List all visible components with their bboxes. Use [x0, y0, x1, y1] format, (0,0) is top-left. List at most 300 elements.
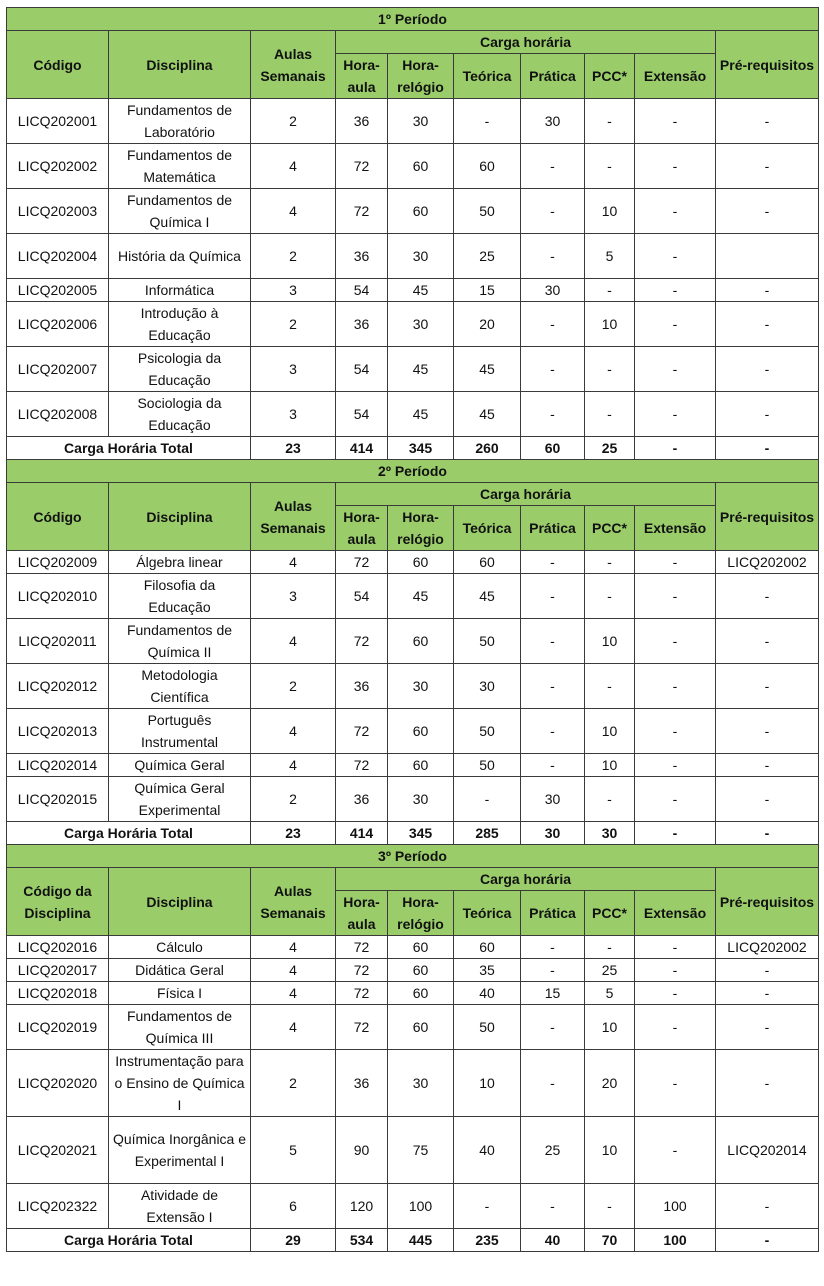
total-pcc: 70: [585, 1229, 635, 1252]
cell-pre-requisitos: [716, 234, 819, 279]
header-carga-horaria: Carga horária: [336, 868, 716, 891]
cell-extensao: -: [635, 302, 716, 347]
cell-extensao: -: [635, 234, 716, 279]
cell-extensao: -: [635, 936, 716, 959]
cell-hora-aula: 54: [336, 279, 388, 302]
period-title: 1º Período: [7, 8, 819, 31]
cell-pcc: 10: [585, 1117, 635, 1184]
table-row: [7, 99, 819, 144]
cell-hora-relogio: 75: [388, 1117, 454, 1184]
cell-hora-aula: 36: [336, 234, 388, 279]
cell-hora-relogio: 30: [388, 99, 454, 144]
cell-aulas-semanais: 4: [251, 936, 336, 959]
cell-pre-requisitos: -: [716, 982, 819, 1005]
header-pratica: Prática: [521, 506, 585, 551]
cell-hora-aula: 72: [336, 982, 388, 1005]
cell-pratica: -: [521, 144, 585, 189]
cell-aulas-semanais: 4: [251, 144, 336, 189]
cell-extensao: 100: [635, 1184, 716, 1229]
cell-extensao: -: [635, 144, 716, 189]
cell-hora-aula: 72: [336, 189, 388, 234]
cell-aulas-semanais: 3: [251, 574, 336, 619]
cell-pratica: 30: [521, 99, 585, 144]
cell-pratica: 30: [521, 279, 585, 302]
cell-hora-aula: 72: [336, 144, 388, 189]
cell-codigo: LICQ202006: [7, 302, 109, 347]
cell-disciplina: Fundamentos de Matemática: [109, 144, 251, 189]
period-title-row: [7, 845, 819, 868]
table-row: [7, 234, 819, 279]
cell-pre-requisitos: -: [716, 619, 819, 664]
cell-disciplina: Atividade de Extensão I: [109, 1184, 251, 1229]
cell-disciplina: Didática Geral: [109, 959, 251, 982]
cell-teorica: 20: [454, 302, 521, 347]
header-pcc: PCC*: [585, 506, 635, 551]
cell-hora-relogio: 100: [388, 1184, 454, 1229]
cell-hora-aula: 36: [336, 777, 388, 822]
cell-pre-requisitos: -: [716, 754, 819, 777]
table-row: [7, 936, 819, 959]
cell-pcc: 20: [585, 1050, 635, 1117]
cell-aulas-semanais: 2: [251, 302, 336, 347]
cell-pratica: -: [521, 754, 585, 777]
cell-teorica: 45: [454, 347, 521, 392]
cell-aulas-semanais: 3: [251, 279, 336, 302]
total-extensao: -: [635, 822, 716, 845]
cell-pre-requisitos: -: [716, 144, 819, 189]
cell-teorica: 60: [454, 551, 521, 574]
cell-teorica: 35: [454, 959, 521, 982]
cell-teorica: 30: [454, 664, 521, 709]
cell-disciplina: Instrumentação para o Ensino de Química I: [109, 1050, 251, 1117]
header-carga-horaria: Carga horária: [336, 483, 716, 506]
cell-extensao: -: [635, 664, 716, 709]
cell-extensao: -: [635, 189, 716, 234]
cell-hora-relogio: 60: [388, 959, 454, 982]
cell-extensao: -: [635, 99, 716, 144]
header-hora-relogio: Hora-relógio: [388, 891, 454, 936]
header-hora-relogio: Hora-relógio: [388, 54, 454, 99]
cell-hora-aula: 72: [336, 959, 388, 982]
cell-extensao: -: [635, 754, 716, 777]
table-row: [7, 392, 819, 437]
header-extensao: Extensão: [635, 506, 716, 551]
header-pre-requisitos: Pré-requisitos: [716, 868, 819, 936]
cell-codigo: LICQ202011: [7, 619, 109, 664]
cell-hora-relogio: 60: [388, 1005, 454, 1050]
cell-aulas-semanais: 4: [251, 619, 336, 664]
cell-aulas-semanais: 2: [251, 99, 336, 144]
total-pratica: 60: [521, 437, 585, 460]
table-row: [7, 551, 819, 574]
total-hora-relogio: 345: [388, 822, 454, 845]
cell-hora-relogio: 60: [388, 189, 454, 234]
cell-pratica: 25: [521, 1117, 585, 1184]
cell-pre-requisitos: -: [716, 99, 819, 144]
cell-pcc: 10: [585, 709, 635, 754]
header-pratica: Prática: [521, 891, 585, 936]
cell-aulas-semanais: 2: [251, 1050, 336, 1117]
cell-pratica: 30: [521, 777, 585, 822]
cell-pratica: -: [521, 1184, 585, 1229]
cell-disciplina: Português Instrumental: [109, 709, 251, 754]
cell-hora-relogio: 45: [388, 392, 454, 437]
table-row: [7, 777, 819, 822]
total-row: [7, 437, 819, 460]
cell-pratica: -: [521, 619, 585, 664]
table-row: [7, 144, 819, 189]
table-row: [7, 1050, 819, 1117]
total-hora-relogio: 445: [388, 1229, 454, 1252]
cell-extensao: -: [635, 619, 716, 664]
total-teorica: 235: [454, 1229, 521, 1252]
table-row: [7, 189, 819, 234]
cell-hora-relogio: 45: [388, 279, 454, 302]
cell-pratica: -: [521, 347, 585, 392]
cell-teorica: 50: [454, 1005, 521, 1050]
header-aulas-semanais: Aulas Semanais: [251, 31, 336, 99]
total-aulas: 23: [251, 437, 336, 460]
cell-aulas-semanais: 4: [251, 709, 336, 754]
cell-aulas-semanais: 6: [251, 1184, 336, 1229]
cell-extensao: -: [635, 1005, 716, 1050]
cell-pre-requisitos: -: [716, 347, 819, 392]
cell-disciplina: Fundamentos de Química I: [109, 189, 251, 234]
cell-hora-relogio: 60: [388, 551, 454, 574]
cell-extensao: -: [635, 347, 716, 392]
cell-codigo: LICQ202015: [7, 777, 109, 822]
header-carga-horaria: Carga horária: [336, 31, 716, 54]
cell-hora-aula: 72: [336, 1005, 388, 1050]
cell-pre-requisitos: -: [716, 664, 819, 709]
cell-codigo: LICQ202007: [7, 347, 109, 392]
cell-pcc: -: [585, 551, 635, 574]
cell-pre-requisitos: -: [716, 1005, 819, 1050]
cell-hora-aula: 36: [336, 664, 388, 709]
cell-aulas-semanais: 3: [251, 347, 336, 392]
header-teorica: Teórica: [454, 54, 521, 99]
total-extensao: 100: [635, 1229, 716, 1252]
cell-extensao: -: [635, 959, 716, 982]
cell-aulas-semanais: 4: [251, 959, 336, 982]
cell-pre-requisitos: -: [716, 709, 819, 754]
cell-codigo: LICQ202020: [7, 1050, 109, 1117]
cell-pcc: 25: [585, 959, 635, 982]
period-title-row: [7, 8, 819, 31]
cell-pcc: -: [585, 99, 635, 144]
cell-hora-relogio: 60: [388, 982, 454, 1005]
total-row: [7, 1229, 819, 1252]
cell-pratica: -: [521, 234, 585, 279]
cell-hora-relogio: 45: [388, 347, 454, 392]
cell-pratica: -: [521, 664, 585, 709]
cell-pre-requisitos: LICQ202014: [716, 1117, 819, 1184]
cell-disciplina: Informática: [109, 279, 251, 302]
header-pre-requisitos: Pré-requisitos: [716, 483, 819, 551]
table-row: [7, 959, 819, 982]
cell-codigo: LICQ202014: [7, 754, 109, 777]
cell-disciplina: Química Inorgânica e Experimental I: [109, 1117, 251, 1184]
cell-hora-aula: 90: [336, 1117, 388, 1184]
cell-extensao: -: [635, 1117, 716, 1184]
total-hora-aula: 414: [336, 437, 388, 460]
header-pcc: PCC*: [585, 54, 635, 99]
cell-disciplina: Química Geral: [109, 754, 251, 777]
header-hora-relogio: Hora-relógio: [388, 506, 454, 551]
cell-extensao: -: [635, 982, 716, 1005]
cell-disciplina: Psicologia da Educação: [109, 347, 251, 392]
cell-pcc: -: [585, 347, 635, 392]
total-extensao: -: [635, 437, 716, 460]
cell-teorica: 25: [454, 234, 521, 279]
cell-pre-requisitos: -: [716, 302, 819, 347]
cell-extensao: -: [635, 777, 716, 822]
cell-disciplina: Fundamentos de Laboratório: [109, 99, 251, 144]
header-teorica: Teórica: [454, 506, 521, 551]
cell-pre-requisitos: LICQ202002: [716, 936, 819, 959]
cell-hora-relogio: 30: [388, 234, 454, 279]
cell-pre-requisitos: -: [716, 392, 819, 437]
cell-pcc: 10: [585, 754, 635, 777]
cell-disciplina: Química Geral Experimental: [109, 777, 251, 822]
cell-hora-aula: 54: [336, 574, 388, 619]
table-row: [7, 1005, 819, 1050]
cell-teorica: -: [454, 99, 521, 144]
cell-teorica: 60: [454, 144, 521, 189]
cell-pre-requisitos: -: [716, 777, 819, 822]
header-hora-aula: Hora-aula: [336, 54, 388, 99]
cell-aulas-semanais: 4: [251, 1005, 336, 1050]
cell-codigo: LICQ202009: [7, 551, 109, 574]
cell-pratica: -: [521, 302, 585, 347]
column-header-row: [7, 31, 819, 54]
cell-teorica: 50: [454, 619, 521, 664]
table-row: [7, 1117, 819, 1184]
header-hora-aula: Hora-aula: [336, 891, 388, 936]
cell-codigo: LICQ202001: [7, 99, 109, 144]
cell-aulas-semanais: 2: [251, 777, 336, 822]
cell-pratica: -: [521, 936, 585, 959]
total-pre: -: [716, 822, 819, 845]
cell-aulas-semanais: 4: [251, 754, 336, 777]
cell-disciplina: Álgebra linear: [109, 551, 251, 574]
column-header-row: [7, 483, 819, 506]
cell-pcc: 5: [585, 982, 635, 1005]
cell-codigo: LICQ202018: [7, 982, 109, 1005]
cell-aulas-semanais: 5: [251, 1117, 336, 1184]
cell-teorica: 40: [454, 1117, 521, 1184]
cell-codigo: LICQ202021: [7, 1117, 109, 1184]
cell-extensao: -: [635, 574, 716, 619]
cell-extensao: -: [635, 551, 716, 574]
cell-codigo: LICQ202013: [7, 709, 109, 754]
header-codigo: Código: [7, 483, 109, 551]
cell-codigo: LICQ202008: [7, 392, 109, 437]
cell-aulas-semanais: 2: [251, 664, 336, 709]
cell-pcc: -: [585, 392, 635, 437]
table-row: [7, 574, 819, 619]
cell-pre-requisitos: -: [716, 1184, 819, 1229]
column-header-row: [7, 868, 819, 891]
header-hora-aula: Hora-aula: [336, 506, 388, 551]
table-row: [7, 709, 819, 754]
total-pcc: 30: [585, 822, 635, 845]
cell-teorica: 50: [454, 709, 521, 754]
cell-codigo: LICQ202002: [7, 144, 109, 189]
header-extensao: Extensão: [635, 891, 716, 936]
cell-disciplina: Introdução à Educação: [109, 302, 251, 347]
cell-pratica: -: [521, 709, 585, 754]
total-pratica: 40: [521, 1229, 585, 1252]
cell-codigo: LICQ202012: [7, 664, 109, 709]
table-row: [7, 302, 819, 347]
table-row: [7, 619, 819, 664]
table-row: [7, 754, 819, 777]
period-title: 3º Período: [7, 845, 819, 868]
header-disciplina: Disciplina: [109, 31, 251, 99]
cell-hora-relogio: 30: [388, 777, 454, 822]
cell-hora-relogio: 60: [388, 619, 454, 664]
cell-pcc: 10: [585, 302, 635, 347]
total-hora-aula: 534: [336, 1229, 388, 1252]
cell-hora-aula: 54: [336, 392, 388, 437]
total-aulas: 23: [251, 822, 336, 845]
cell-pratica: -: [521, 1050, 585, 1117]
cell-hora-relogio: 45: [388, 574, 454, 619]
table-row: [7, 664, 819, 709]
cell-teorica: 60: [454, 936, 521, 959]
cell-pre-requisitos: -: [716, 279, 819, 302]
cell-pcc: -: [585, 1184, 635, 1229]
cell-teorica: 50: [454, 754, 521, 777]
cell-pratica: -: [521, 392, 585, 437]
cell-disciplina: História da Química: [109, 234, 251, 279]
total-pratica: 30: [521, 822, 585, 845]
cell-hora-relogio: 30: [388, 302, 454, 347]
cell-disciplina: Sociologia da Educação: [109, 392, 251, 437]
cell-codigo: LICQ202003: [7, 189, 109, 234]
header-aulas-semanais: Aulas Semanais: [251, 868, 336, 936]
cell-pcc: -: [585, 664, 635, 709]
table-row: [7, 347, 819, 392]
total-hora-relogio: 345: [388, 437, 454, 460]
header-codigo: Código: [7, 31, 109, 99]
cell-teorica: 50: [454, 189, 521, 234]
header-extensao: Extensão: [635, 54, 716, 99]
total-row: [7, 822, 819, 845]
cell-pratica: -: [521, 551, 585, 574]
cell-codigo: LICQ202017: [7, 959, 109, 982]
cell-pre-requisitos: LICQ202002: [716, 551, 819, 574]
cell-disciplina: Metodologia Científica: [109, 664, 251, 709]
cell-hora-aula: 72: [336, 709, 388, 754]
cell-extensao: -: [635, 1050, 716, 1117]
cell-codigo: LICQ202010: [7, 574, 109, 619]
header-pcc: PCC*: [585, 891, 635, 936]
total-aulas: 29: [251, 1229, 336, 1252]
cell-pratica: -: [521, 959, 585, 982]
cell-aulas-semanais: 2: [251, 234, 336, 279]
cell-disciplina: Cálculo: [109, 936, 251, 959]
total-pcc: 25: [585, 437, 635, 460]
cell-aulas-semanais: 4: [251, 982, 336, 1005]
header-disciplina: Disciplina: [109, 483, 251, 551]
cell-pratica: -: [521, 1005, 585, 1050]
period-title-row: [7, 460, 819, 483]
cell-pcc: 10: [585, 189, 635, 234]
total-label: Carga Horária Total: [7, 822, 251, 845]
header-pratica: Prática: [521, 54, 585, 99]
cell-codigo: LICQ202004: [7, 234, 109, 279]
cell-extensao: -: [635, 392, 716, 437]
cell-pre-requisitos: -: [716, 959, 819, 982]
table-row: [7, 982, 819, 1005]
cell-disciplina: Fundamentos de Química II: [109, 619, 251, 664]
cell-hora-aula: 36: [336, 1050, 388, 1117]
cell-hora-relogio: 60: [388, 936, 454, 959]
cell-disciplina: Filosofia da Educação: [109, 574, 251, 619]
total-teorica: 260: [454, 437, 521, 460]
cell-pcc: -: [585, 574, 635, 619]
header-teorica: Teórica: [454, 891, 521, 936]
cell-hora-relogio: 30: [388, 1050, 454, 1117]
cell-hora-relogio: 60: [388, 144, 454, 189]
curriculum-table: [6, 7, 819, 1252]
cell-teorica: 40: [454, 982, 521, 1005]
cell-hora-aula: 54: [336, 347, 388, 392]
cell-aulas-semanais: 3: [251, 392, 336, 437]
cell-hora-aula: 72: [336, 551, 388, 574]
cell-hora-aula: 120: [336, 1184, 388, 1229]
cell-pcc: -: [585, 279, 635, 302]
cell-pratica: -: [521, 189, 585, 234]
cell-pcc: -: [585, 144, 635, 189]
cell-pratica: -: [521, 574, 585, 619]
cell-hora-aula: 72: [336, 754, 388, 777]
cell-pcc: 10: [585, 1005, 635, 1050]
cell-teorica: 45: [454, 574, 521, 619]
cell-pcc: -: [585, 777, 635, 822]
cell-pcc: 5: [585, 234, 635, 279]
cell-teorica: 45: [454, 392, 521, 437]
cell-codigo: LICQ202016: [7, 936, 109, 959]
cell-hora-relogio: 30: [388, 664, 454, 709]
cell-hora-aula: 36: [336, 302, 388, 347]
header-pre-requisitos: Pré-requisitos: [716, 31, 819, 99]
cell-hora-aula: 36: [336, 99, 388, 144]
cell-hora-aula: 72: [336, 936, 388, 959]
total-hora-aula: 414: [336, 822, 388, 845]
cell-pre-requisitos: -: [716, 1050, 819, 1117]
cell-teorica: 15: [454, 279, 521, 302]
total-pre: -: [716, 1229, 819, 1252]
cell-pcc: 10: [585, 619, 635, 664]
cell-hora-aula: 72: [336, 619, 388, 664]
cell-pcc: -: [585, 936, 635, 959]
cell-codigo: LICQ202019: [7, 1005, 109, 1050]
header-disciplina: Disciplina: [109, 868, 251, 936]
cell-teorica: 10: [454, 1050, 521, 1117]
total-label: Carga Horária Total: [7, 437, 251, 460]
cell-aulas-semanais: 4: [251, 189, 336, 234]
cell-pratica: 15: [521, 982, 585, 1005]
total-label: Carga Horária Total: [7, 1229, 251, 1252]
table-row: [7, 279, 819, 302]
table-row: [7, 1184, 819, 1229]
cell-extensao: -: [635, 709, 716, 754]
cell-disciplina: Fundamentos de Química III: [109, 1005, 251, 1050]
total-teorica: 285: [454, 822, 521, 845]
